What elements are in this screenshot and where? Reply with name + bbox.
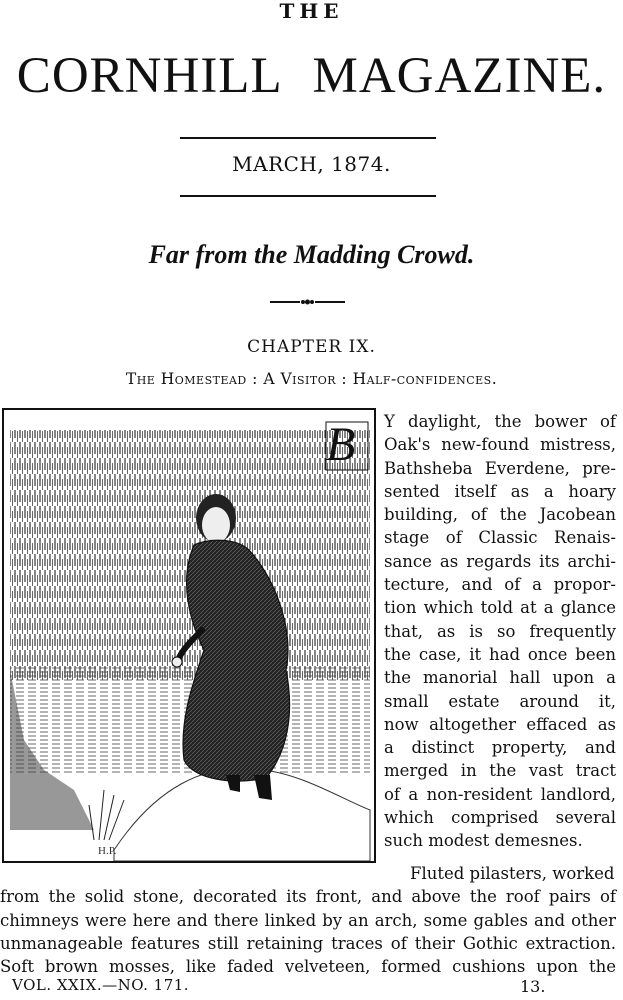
body-line: Soft brown mosses, like faded velveteen, formed cushions upon the <box>0 957 616 977</box>
column-line: now altogether effaced as <box>384 714 616 734</box>
column-line: such modest demesnes. <box>384 831 583 851</box>
chapter-title: The Homestead : A Visitor : Half-confidences. <box>125 370 498 388</box>
column-line: Y daylight, the bower of <box>384 412 616 431</box>
column-line: Oak's new-found mistress, <box>384 435 616 455</box>
column-line: the manorial hall upon a <box>384 668 616 688</box>
column-line: which comprised several <box>384 808 616 828</box>
column-line: tion which told at a glance <box>384 598 616 618</box>
ornament-divider-icon <box>270 297 345 307</box>
page-number: 13. <box>520 977 546 996</box>
drop-cap-letter: B <box>326 418 356 471</box>
column-line: stage of Classic Renais- <box>384 528 616 548</box>
bottom-rule <box>180 195 436 197</box>
chapter-number: CHAPTER IX. <box>247 337 376 357</box>
body-line: unmanageable features still retaining traces of their Gothic extraction. <box>0 933 616 953</box>
column-line: small estate around it, <box>384 691 616 711</box>
column-line: a distinct property, and <box>384 738 616 758</box>
column-line: sance as regards its archi- <box>384 551 616 571</box>
column-line: the case, it had once been <box>384 644 616 664</box>
column-line: merged in the vast tract <box>384 761 616 781</box>
illustrator-signature: H.P. <box>98 845 117 857</box>
first-paragraph-column <box>384 410 616 853</box>
body-line: chimneys were here and there linked by an arch, some gables and other <box>0 910 616 930</box>
column-line: building, of the Jacobean <box>384 505 616 525</box>
engraving-woman-in-rain-icon <box>4 410 374 861</box>
body-line: Fluted pilasters, worked <box>410 864 615 883</box>
column-line: tecture, and of a propor- <box>384 575 616 595</box>
column-line: sented itself as a hoary <box>384 481 616 501</box>
column-line: of a non-resident landlord, <box>384 784 616 804</box>
column-line: that, as is so frequently <box>384 621 616 641</box>
body-line: from the solid stone, decorated its front, and above the roof pairs of <box>0 887 616 907</box>
masthead-title: CORNHILL MAGAZINE. <box>16 48 607 104</box>
issue-date: MARCH, 1874. <box>232 152 391 176</box>
novel-title: Far from the Madding Crowd. <box>148 240 475 269</box>
top-rule <box>180 137 436 139</box>
volume-number: VOL. XXIX.—NO. 171. <box>12 976 190 994</box>
column-line: Bathsheba Everdene, pre- <box>384 458 616 478</box>
chapter-illustration <box>2 408 376 863</box>
second-paragraph <box>0 862 616 978</box>
masthead-the: THE <box>279 0 344 23</box>
